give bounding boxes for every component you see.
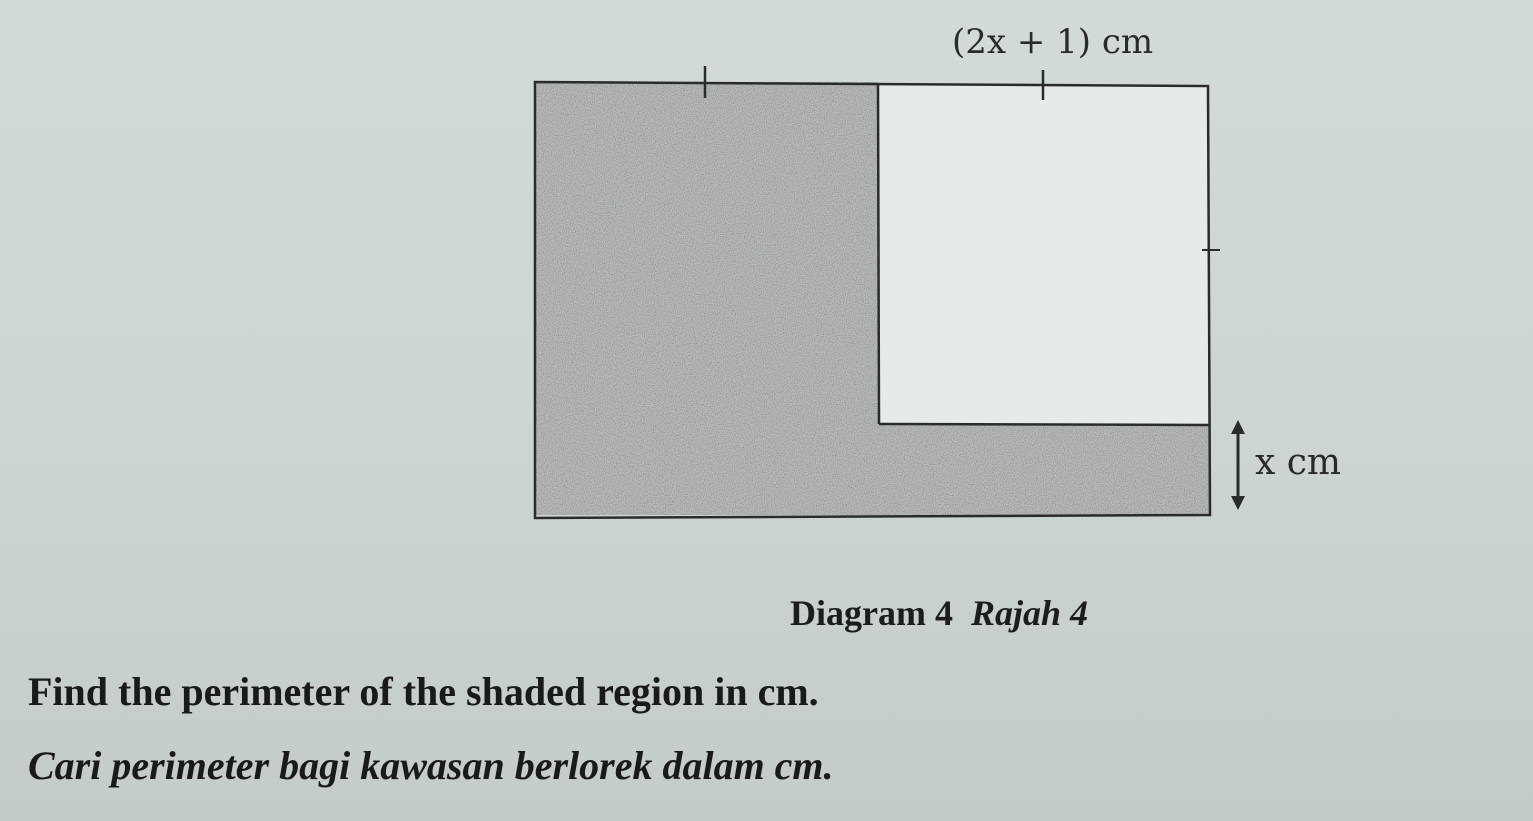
caption-malay: Rajah 4	[970, 593, 1089, 633]
unshaded-square	[878, 84, 1208, 424]
caption-english: Diagram 4	[790, 593, 953, 633]
inner-square-left-edge	[878, 84, 879, 424]
question-malay: Cari perimeter bagi kawasan berlorek dalam cm.	[28, 743, 834, 788]
side-dimension-label: x cm	[1255, 442, 1342, 483]
inner-square-bottom-edge	[879, 424, 1210, 425]
arrow-up-head	[1231, 420, 1245, 434]
diagram-caption	[790, 592, 1088, 634]
question-english: Find the perimeter of the shaded region in cm.	[28, 669, 819, 714]
arrow-down-head	[1231, 496, 1245, 510]
top-dimension-label: (2x + 1) cm	[952, 22, 1154, 62]
